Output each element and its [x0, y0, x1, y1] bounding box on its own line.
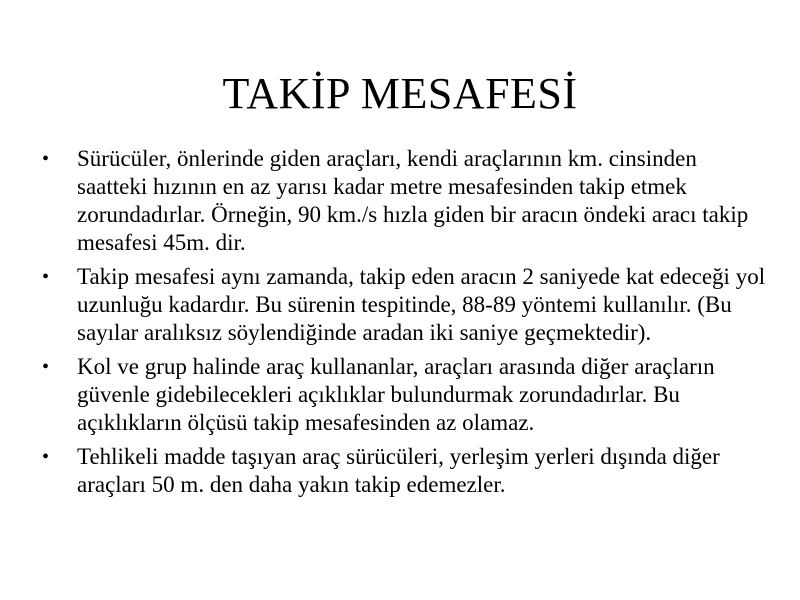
bullet-text: Tehlikeli madde taşıyan araç sürücüleri, yerleşim yerleri dışında diğer araçları 50 m. den daha yakın takip edemezler. [77, 444, 720, 497]
bullet-text: Kol ve grup halinde araç kullananlar, araçları arasında diğer araçların güvenle gidebilecekleri açıklıklar bulundurmak zorundadırlar. Bu açıklıkların ölçüsü takip mesafesinden az olamaz. [77, 354, 715, 435]
bullet-text: Takip mesafesi aynı zamanda, takip eden aracın 2 saniyede kat edeceği yol uzunluğu kadardır. Bu sürenin tespitinde, 88-89 yöntemi kullanılır. (Bu sayılar aralıksız söylendiğinde aradan iki saniye geçmektedir). [77, 264, 766, 345]
slide-title: TAKİP MESAFESİ [222, 69, 578, 118]
bullet-item [40, 443, 770, 499]
bullet-list [40, 145, 770, 505]
bullet-dot-icon: • [42, 148, 50, 170]
bullet-item [40, 353, 770, 437]
bullet-dot-icon: • [42, 446, 50, 468]
bullet-dot-icon: • [42, 356, 50, 378]
bullet-item [40, 263, 770, 347]
bullet-text: Sürücüler, önlerinde giden araçları, kendi araçlarının km. cinsinden saatteki hızının en az yarısı kadar metre mesafesinden takip etmek zorundadırlar. Örneğin, 90 km./s hızla giden bir aracın öndeki aracı takip mesafesi 45m. dir. [77, 146, 749, 255]
bullet-item [40, 145, 770, 257]
bullet-dot-icon: • [42, 266, 50, 288]
